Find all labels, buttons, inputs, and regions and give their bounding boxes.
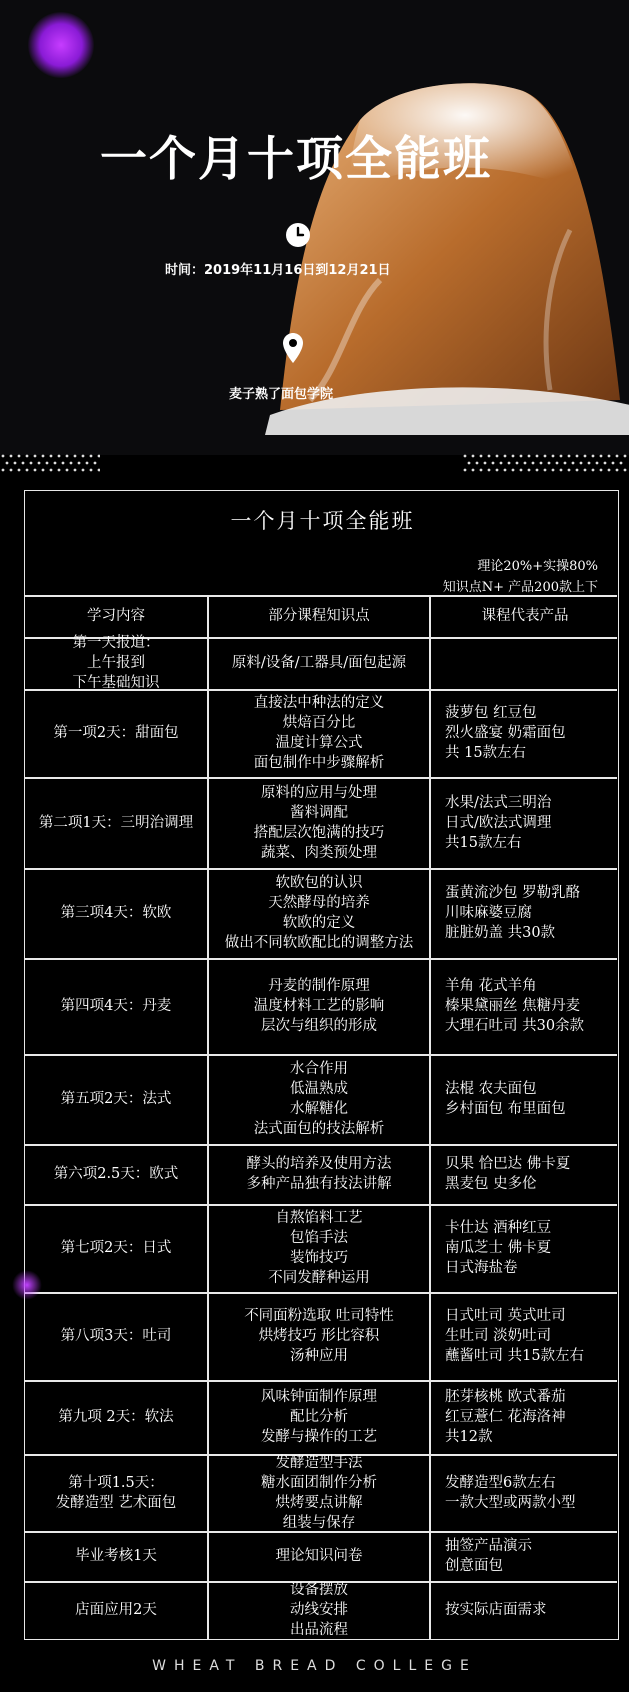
table-cell-line: 汤种应用: [289, 1348, 348, 1364]
table-cell-line: 第八项3天：吐司: [60, 1328, 172, 1344]
table-cell-lines: [445, 793, 551, 853]
decoration-dot: [612, 462, 615, 465]
decoration-dot: [592, 455, 595, 458]
table-cell-points: [209, 1054, 429, 1144]
table-cell-lines: [254, 783, 385, 863]
table-cell-line: 酱料调配: [290, 804, 348, 821]
decoration-dot: [82, 455, 85, 458]
table-cell-line: 烘烤技巧 形比容积: [258, 1328, 380, 1344]
table-cell-content: [25, 1144, 207, 1204]
table-cell-line: 生吐司 淡奶吐司: [445, 1328, 552, 1344]
table-cell-lines: [445, 1600, 547, 1620]
purple-glow-decoration-small: [12, 1270, 42, 1300]
table-cell-points: [209, 1531, 429, 1581]
table-cell-line: 共 15款左右: [445, 745, 527, 761]
table-cell-line: 烘烤要点讲解: [275, 1494, 363, 1511]
table-cell-products: [431, 1454, 619, 1531]
table-cell-content: [25, 637, 207, 689]
decoration-dot: [42, 469, 45, 472]
decoration-dot: [70, 462, 73, 465]
table-cell-line: 设备摆放: [290, 1582, 348, 1598]
table-cell-line: 第一项2天：甜面包: [53, 725, 179, 741]
decoration-dot: [528, 469, 531, 472]
decoration-dot: [520, 455, 523, 458]
table-cell-products: [431, 1144, 619, 1204]
decoration-dot: [608, 455, 611, 458]
table-cell-line: 烈火盛宴 奶霜面包: [445, 725, 566, 741]
table-cell-line: 脏脏奶盖 共30款: [445, 925, 556, 941]
table-cell-content: [25, 1454, 207, 1531]
decoration-dot: [34, 455, 37, 458]
decoration-dot: [46, 462, 49, 465]
decoration-dot: [508, 462, 511, 465]
table-cell-line: 低温熟成: [290, 1081, 348, 1097]
table-cell-content: [25, 1204, 207, 1292]
dots-decoration-left: [0, 452, 100, 474]
table-cell-line: 直接法中种法的定义: [253, 695, 385, 711]
table-cell-content: [25, 1531, 207, 1581]
decoration-dot: [496, 469, 499, 472]
decoration-dot: [74, 455, 77, 458]
decoration-dot: [50, 469, 53, 472]
table-cell-lines: [254, 1059, 385, 1139]
decoration-dot: [560, 469, 563, 472]
table-cell-points: [209, 1292, 429, 1380]
table-cell-lines: [445, 1218, 551, 1278]
decoration-dot: [58, 469, 61, 472]
table-cell-products: [431, 637, 619, 689]
decoration-dot: [90, 469, 93, 472]
table-cell-line: 水果/法式三明治: [445, 794, 552, 811]
decoration-dot: [6, 462, 9, 465]
table-cell-line: 第五项2天：法式: [60, 1091, 172, 1107]
table-cell-line: 共12款: [445, 1429, 493, 1445]
table-cell-line: 上午报到: [87, 655, 145, 671]
table-cell-line: 按实际店面需求: [445, 1602, 547, 1618]
table-cell-points: [209, 1144, 429, 1204]
table-cell-line: 红豆薏仁 花海洛神: [445, 1409, 566, 1425]
table-cell-line: 蛋黄流沙包 罗勒乳酪: [445, 885, 581, 901]
table-cell-lines: [53, 723, 178, 743]
table-cell-lines: [276, 1546, 363, 1566]
table-cell-line: 做出不同软欧配比的调整方法: [224, 935, 414, 951]
table-cell-line: 发酵造型 艺术面包: [55, 1494, 177, 1511]
decoration-dot: [624, 469, 627, 472]
decoration-dot: [74, 469, 77, 472]
table-cell-lines: [247, 1154, 392, 1194]
decoration-dot: [548, 462, 551, 465]
decoration-dot: [90, 455, 93, 458]
table-cell-lines: [54, 1164, 179, 1184]
table-cell-line: 自熬馅料工艺: [275, 1210, 363, 1226]
decoration-dot: [2, 469, 5, 472]
decoration-dot: [66, 455, 69, 458]
table-cell-line: 烘焙百分比: [282, 715, 356, 731]
table-cell-lines: [61, 1089, 172, 1109]
decoration-dot: [512, 469, 515, 472]
table-cell-lines: [61, 1238, 172, 1258]
table-cell-line: 川味麻婆豆腐: [445, 905, 532, 921]
table-cell-content: [25, 1054, 207, 1144]
table-cell-line: 动线安排: [290, 1602, 348, 1618]
decoration-dot: [516, 462, 519, 465]
table-cell-line: 发酵造型手法: [275, 1454, 363, 1471]
table-cell-line: 毕业考核1天: [75, 1548, 157, 1564]
decoration-dot: [94, 462, 97, 465]
table-cell-content: [25, 958, 207, 1054]
table-cell-line: 配比分析: [290, 1409, 348, 1425]
table-cell-products: [431, 689, 619, 777]
table-cell-products: [431, 1380, 619, 1454]
decoration-dot: [38, 462, 41, 465]
table-cell-content: [25, 1581, 207, 1639]
table-cell-line: 软欧的定义: [282, 915, 356, 931]
table-cell-points: [209, 1380, 429, 1454]
table-cell-line: 水解糖化: [290, 1101, 348, 1117]
table-cell-lines: [445, 703, 566, 763]
table-cell-content: [25, 777, 207, 868]
table-cell-lines: [261, 1387, 377, 1447]
table-cell-lines: [290, 1580, 348, 1640]
table-cell-lines: [61, 903, 172, 923]
decoration-dot: [560, 455, 563, 458]
table-cell-points: [209, 1581, 429, 1639]
decoration-dot: [540, 462, 543, 465]
decoration-dot: [544, 455, 547, 458]
table-header-cell: [431, 595, 619, 637]
table-cell-products: [431, 1531, 619, 1581]
decoration-dot: [492, 462, 495, 465]
course-table: [24, 490, 619, 1640]
table-header-label: 部分课程知识点: [268, 608, 370, 624]
table-cell-line: 装饰技巧: [290, 1250, 348, 1266]
decoration-dot: [464, 469, 467, 472]
decoration-dot: [552, 469, 555, 472]
decoration-dot: [572, 462, 575, 465]
table-cell-line: 第九项 2天：软法: [58, 1409, 174, 1425]
table-cell-line: 面包制作中步骤解析: [253, 755, 385, 771]
table-cell-line: 卡仕达 酒种红豆: [445, 1220, 552, 1236]
decoration-dot: [536, 469, 539, 472]
table-cell-lines: [75, 1600, 157, 1620]
decoration-dot: [484, 462, 487, 465]
table-cell-lines: [268, 1208, 370, 1288]
decoration-dot: [584, 469, 587, 472]
decoration-dot: [608, 469, 611, 472]
table-cell-line: 第十项1.5天：: [68, 1474, 164, 1491]
table-cell-line: 抽签产品演示: [445, 1538, 532, 1554]
decoration-dot: [496, 455, 499, 458]
decoration-dot: [568, 455, 571, 458]
table-cell-line: 第二项1天：三明治调理: [38, 814, 194, 831]
table-cell-line: 第六项2.5天：欧式: [53, 1166, 179, 1182]
table-cell-line: 下午基础知识: [72, 675, 160, 691]
decoration-dot: [584, 455, 587, 458]
table-cell-lines: [445, 1154, 570, 1194]
table-cell-line: 层次与组织的形成: [261, 1018, 377, 1034]
table-cell-lines: [58, 1407, 173, 1427]
decoration-dot: [552, 455, 555, 458]
table-cell-line: 菠萝包 红豆包: [445, 705, 537, 721]
table-header-label: 课程代表产品: [481, 608, 569, 624]
table-cell-line: 一款大型或两款小型: [445, 1494, 576, 1511]
decoration-dot: [98, 469, 100, 472]
table-cell-line: 天然酵母的培养: [268, 895, 370, 911]
decoration-dot: [536, 455, 539, 458]
table-cell-points: [209, 958, 429, 1054]
decoration-dot: [600, 455, 603, 458]
clock-icon: [285, 222, 311, 248]
location-pin-icon: [283, 333, 303, 363]
footer-brand: WHEAT BREAD COLLEGE: [152, 1658, 477, 1674]
purple-glow-decoration: [28, 12, 94, 78]
table-cell-points: [209, 777, 429, 868]
decoration-dot: [568, 469, 571, 472]
table-cell-products: [431, 868, 619, 958]
table-cell-lines: [56, 1473, 177, 1513]
decoration-dot: [2, 455, 5, 458]
table-cell-products: [431, 1292, 619, 1380]
decoration-dot: [520, 469, 523, 472]
table-cell-products: [431, 958, 619, 1054]
decoration-dot: [564, 462, 567, 465]
table-cell-line: 出品流程: [290, 1622, 348, 1638]
table-header-cell: [209, 595, 429, 637]
table-cell-line: 胚芽核桃 欧式番茄: [445, 1389, 566, 1405]
table-cell-line: 黑麦包 史多伦: [445, 1176, 537, 1192]
decoration-dot: [512, 455, 515, 458]
table-title: 一个月十项全能班: [230, 509, 415, 533]
decoration-dot: [22, 462, 25, 465]
table-cell-lines: [232, 653, 406, 673]
decoration-dot: [480, 469, 483, 472]
table-cell-line: 榛果黛丽丝 焦糖丹麦: [445, 998, 581, 1014]
decoration-dot: [34, 469, 37, 472]
table-cell-lines: [254, 693, 385, 773]
table-cell-lines: [254, 976, 385, 1036]
table-cell-line: 法式面包的技法解析: [253, 1121, 385, 1137]
table-cell-line: 水合作用: [290, 1061, 348, 1077]
table-cell-lines: [244, 1306, 394, 1366]
decoration-dot: [580, 462, 583, 465]
table-cell-line: 第一天报道：: [72, 635, 160, 651]
table-cell-line: 组装与保存: [282, 1514, 356, 1531]
table-cell-lines: [61, 996, 172, 1016]
table-cell-content: [25, 1380, 207, 1454]
table-cell-products: [431, 1054, 619, 1144]
table-cell-line: 日式海盐卷: [445, 1260, 518, 1276]
table-cell-line: 温度计算公式: [275, 735, 363, 751]
decoration-dot: [604, 462, 607, 465]
decoration-dot: [528, 455, 531, 458]
decoration-dot: [66, 469, 69, 472]
decoration-dot: [616, 469, 619, 472]
table-cell-line: 羊角 花式羊角: [445, 978, 537, 994]
decoration-dot: [504, 455, 507, 458]
decoration-dot: [50, 455, 53, 458]
table-cell-line: 原料/设备/工器具/面包起源: [231, 655, 407, 671]
decoration-dot: [588, 462, 591, 465]
table-cell-line: 日式吐司 英式吐司: [445, 1308, 566, 1324]
table-header-cell: [25, 595, 207, 637]
decoration-dot: [624, 455, 627, 458]
table-cell-lines: [445, 883, 580, 943]
table-subtitle-ratio: 理论20%+实操80%: [477, 559, 598, 574]
decoration-dot: [78, 462, 81, 465]
dots-decoration-right: [462, 452, 629, 474]
table-cell-line: 风味钟面制作原理: [261, 1389, 377, 1405]
table-cell-content: [25, 689, 207, 777]
decoration-dot: [468, 462, 471, 465]
decoration-dot: [500, 462, 503, 465]
table-cell-line: 搭配层次饱满的技巧: [253, 824, 385, 841]
table-cell-lines: [445, 1473, 576, 1513]
decoration-dot: [600, 469, 603, 472]
table-cell-lines: [445, 1536, 532, 1576]
table-cell-lines: [61, 1326, 172, 1346]
decoration-dot: [592, 469, 595, 472]
table-cell-line: 第三项4天：软欧: [60, 905, 172, 921]
table-cell-points: [209, 1454, 429, 1531]
decoration-dot: [82, 469, 85, 472]
decoration-dot: [26, 469, 29, 472]
table-cell-line: 蘸酱吐司 共15款左右: [445, 1348, 585, 1364]
table-cell-line: 乡村面包 布里面包: [445, 1101, 566, 1117]
table-cell-line: 酵头的培养及使用方法: [246, 1156, 392, 1172]
table-cell-content: [25, 868, 207, 958]
table-cell-line: 法棍 农夫面包: [445, 1081, 537, 1097]
table-cell-points: [209, 689, 429, 777]
table-cell-lines: [445, 1079, 566, 1119]
table-cell-products: [431, 777, 619, 868]
table-subtitle-knowledge: 知识点N+ 产品200款上下: [442, 580, 598, 595]
decoration-dot: [544, 469, 547, 472]
hero-banner: [0, 0, 629, 455]
decoration-dot: [472, 469, 475, 472]
decoration-dot: [62, 462, 65, 465]
decoration-dot: [620, 462, 623, 465]
hero-place: 麦子熟了面包学院: [229, 387, 334, 402]
table-cell-line: 第七项2天：日式: [60, 1240, 172, 1256]
decoration-dot: [26, 455, 29, 458]
table-cell-line: 发酵与操作的工艺: [261, 1429, 377, 1445]
table-cell-line: 糖水面团制作分析: [261, 1474, 377, 1491]
hero-title: 一个月十项全能班: [100, 132, 492, 187]
decoration-dot: [18, 469, 21, 472]
decoration-dot: [524, 462, 527, 465]
table-cell-line: 原料的应用与处理: [261, 784, 377, 801]
table-cell-line: 大理石吐司 共30余款: [445, 1018, 585, 1034]
decoration-dot: [98, 455, 100, 458]
table-cell-lines: [73, 633, 160, 693]
table-cell-points: [209, 1204, 429, 1292]
decoration-dot: [472, 455, 475, 458]
decoration-dot: [556, 462, 559, 465]
decoration-dot: [10, 469, 13, 472]
table-cell-line: 不同发酵种运用: [268, 1270, 370, 1286]
table-cell-points: [209, 637, 429, 689]
decoration-dot: [464, 455, 467, 458]
decoration-dot: [480, 455, 483, 458]
table-cell-line: 店面应用2天: [75, 1602, 157, 1618]
decoration-dot: [504, 469, 507, 472]
table-cell-lines: [261, 1453, 377, 1533]
decoration-dot: [476, 462, 479, 465]
decoration-dot: [14, 462, 17, 465]
decoration-dot: [532, 462, 535, 465]
table-cell-lines: [39, 813, 193, 833]
decoration-dot: [596, 462, 599, 465]
table-cell-line: 不同面粉选取 吐司特性: [244, 1308, 394, 1324]
decoration-dot: [86, 462, 89, 465]
hero-time: 时间：2019年11月16日到12月21日: [165, 263, 391, 278]
table-cell-line: 第四项4天：丹麦: [60, 998, 172, 1014]
decoration-dot: [54, 462, 57, 465]
table-cell-lines: [75, 1546, 157, 1566]
table-cell-lines: [445, 1387, 566, 1447]
table-cell-points: [209, 868, 429, 958]
decoration-dot: [576, 469, 579, 472]
decoration-dot: [42, 455, 45, 458]
table-cell-line: 包馅手法: [290, 1230, 348, 1246]
table-cell-line: 蔬菜、肉类预处理: [261, 844, 377, 861]
decoration-dot: [18, 455, 21, 458]
table-cell-products: [431, 1204, 619, 1292]
table-cell-line: 多种产品独有技法讲解: [246, 1176, 392, 1192]
table-cell-content: [25, 1292, 207, 1380]
table-cell-line: 南瓜芝士 佛卡夏: [445, 1240, 552, 1256]
table-cell-line: 贝果 恰巴达 佛卡夏: [445, 1156, 571, 1172]
table-header-label: 学习内容: [87, 608, 145, 624]
table-cell-line: 温度材料工艺的影响: [253, 998, 385, 1014]
table-cell-line: 共15款左右: [445, 834, 522, 851]
decoration-dot: [10, 455, 13, 458]
table-cell-line: 软欧包的认识: [275, 875, 363, 891]
table-cell-line: 日式/欧法式调理: [445, 814, 552, 831]
decoration-dot: [30, 462, 33, 465]
decoration-dot: [488, 469, 491, 472]
table-cell-lines: [445, 976, 584, 1036]
table-cell-products: [431, 1581, 619, 1639]
table-cell-line: 发酵造型6款左右: [445, 1474, 556, 1491]
table-cell-lines: [445, 1306, 584, 1366]
decoration-dot: [576, 455, 579, 458]
decoration-dot: [58, 455, 61, 458]
table-cell-line: 理论知识问卷: [275, 1548, 363, 1564]
decoration-dot: [616, 455, 619, 458]
table-cell-lines: [225, 873, 414, 953]
table-cell-line: 丹麦的制作原理: [268, 978, 370, 994]
decoration-dot: [488, 455, 491, 458]
table-cell-line: 创意面包: [445, 1558, 503, 1574]
